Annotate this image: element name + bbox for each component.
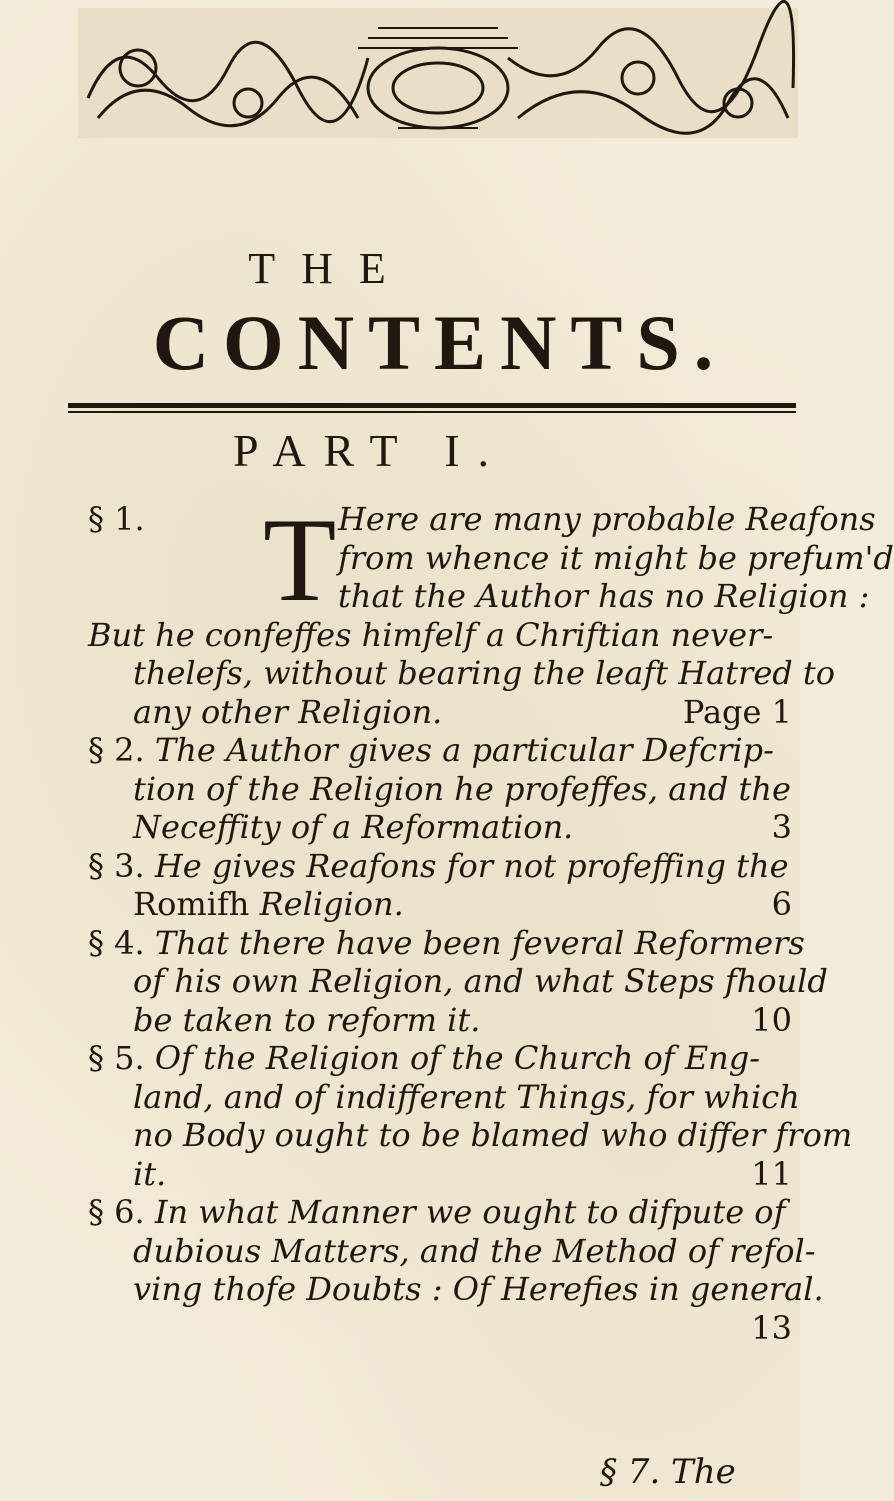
section-number: § 1. <box>88 500 145 538</box>
entry-line: no Body ought to be blamed who differ from <box>133 1116 853 1154</box>
catchword: § 7. The <box>600 1452 736 1492</box>
page-number: 13 <box>751 1308 792 1347</box>
page-number: 3 <box>771 808 792 846</box>
entry-line: § 5. Of the Religion of the Church of Eng- <box>88 1039 761 1077</box>
section-number: § 3. <box>88 846 145 885</box>
contents-entry-1 <box>88 493 894 731</box>
headpiece-ornament <box>78 8 798 138</box>
page-number: Page 1 <box>682 692 792 731</box>
entry-line: from whence it might be prefum'd <box>338 538 894 577</box>
contents-list <box>88 493 894 1347</box>
contents-entry-3 <box>88 847 800 924</box>
contents-heading: CONTENTS. <box>152 299 728 386</box>
page-number: 6 <box>771 885 792 923</box>
contents-entry-6 <box>88 1193 824 1347</box>
entry-line: thelefs, without bearing the leaft Hatred to <box>133 654 836 692</box>
entry-line-last: Neceffity of a Reformation. 3 <box>133 808 792 846</box>
entry-line: But he confeffes himfelf a Chriftian never- <box>88 615 774 654</box>
entry-line: Here are many probable Reafons <box>338 500 876 538</box>
entry-line: § 3. He gives Reafons for not profeffing the <box>88 846 789 885</box>
section-number: § 5. <box>88 1039 145 1077</box>
entry-line-last: Romifh Religion. 6 <box>133 885 792 923</box>
contents-entry-5 <box>88 1039 853 1193</box>
entry-line-last: any other Religion. Page 1 <box>133 692 792 731</box>
entry-line: § 2. The Author gives a particular Defcrip- <box>88 731 774 769</box>
entry-line: of his own Religion, and what Steps fhould <box>133 962 828 1000</box>
entry-line: ving thofe Doubts : Of Herefies in general. <box>133 1270 824 1308</box>
contents-entry-4 <box>88 923 828 1040</box>
entry-line: that the Author has no Religion : <box>338 577 870 615</box>
page-number: 10 <box>751 1000 792 1039</box>
entry-line-last: it. 11 <box>133 1154 792 1193</box>
entry-line: tion of the Religion he profeffes, and the <box>133 769 791 808</box>
page-number: 11 <box>751 1154 792 1193</box>
drop-cap-letter: T <box>263 493 337 626</box>
entry-line: dubious Matters, and the Method of refol- <box>133 1231 816 1270</box>
section-number: § 6. <box>88 1193 145 1231</box>
contents-entry-2 <box>88 731 800 847</box>
double-rule-divider <box>68 403 796 408</box>
entry-line-last: be taken to reform it. 10 <box>133 1000 792 1039</box>
entry-line: § 6. In what Manner we ought to difpute of <box>88 1193 786 1231</box>
section-number: § 4. <box>88 923 145 962</box>
part-heading: PART I. <box>232 425 508 476</box>
entry-line: § 4. That there have been feveral Reformers <box>88 923 805 962</box>
entry-line: land, and of indifferent Things, for which <box>133 1077 800 1116</box>
section-number: § 2. <box>88 731 145 769</box>
the-heading: THE <box>248 244 412 293</box>
